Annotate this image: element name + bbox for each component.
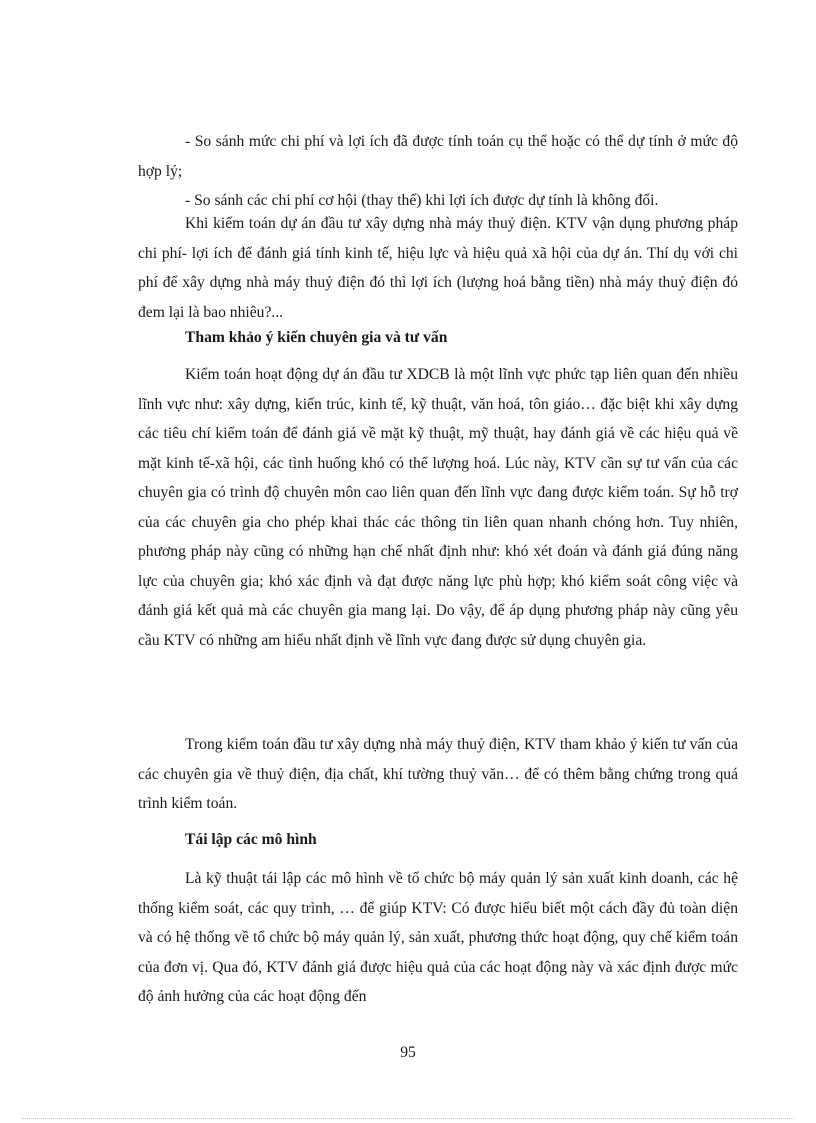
paragraph-model-recreation: Là kỹ thuật tái lập các mô hình về tổ chức bộ máy quản lý sản xuất kinh doanh, các hệ thống kiểm soát, các quy trình, … để giúp KTV: Có được hiểu biết một cách đầy đủ toàn diện và có hệ thống về tổ chức bộ máy quản lý, sản xuất, phương thức hoạt động, quy chế kiểm toán của đơn vị. Qua đó, KTV đánh giá được hiệu quả của các hoạt động này và xác định được mức độ ảnh hưởng của các hoạt động đến bbox=[138, 870, 738, 1005]
page-number: 95 bbox=[400, 1044, 416, 1061]
paragraph-cost-comparison: - So sánh mức chi phí và lợi ích đã được tính toán cụ thể hoặc có thể dự tính ở mức độ hợp lý; bbox=[138, 133, 738, 180]
page-bottom-border bbox=[22, 1118, 794, 1119]
paragraph-hydropower-example: Khi kiểm toán dự án đầu tư xây dựng nhà máy thuỷ điện. KTV vận dụng phương pháp chi phí- lợi ích để đánh giá tính kinh tế, hiệu lực và hiệu quả xã hội của dự án. Thí dụ với chi phí để xây dựng nhà máy thuỷ điện đó thì lợi ích (lượng hoá bằng tiền) nhà máy thuỷ điện đó đem lại là bao nhiêu?... bbox=[138, 215, 738, 321]
paragraph-expert-consultation: Kiểm toán hoạt động dự án đầu tư XDCB là một lĩnh vực phức tạp liên quan đến nhiều lĩnh vực như: xây dựng, kiến trúc, kinh tế, kỹ thuật, văn hoá, tôn giáo… đặc biệt khi xây dựng các tiêu chí kiểm toán để đánh giá về mặt kỹ thuật, mỹ thuật, hay đánh giá về các hiệu quả về mặt kinh tế-xã hội, các tình huống khó có thể lượng hoá. Lúc này, KTV cần sự tư vấn của các chuyên gia có trình độ chuyên môn cao liên quan đến lĩnh vực đang được kiểm toán. Sự hỗ trợ của các chuyên gia cho phép khai thác các thông tin liên quan nhanh chóng hơn. Tuy nhiên, phương pháp này cũng có những hạn chế nhất định như: khó xét đoán và đánh giá đúng năng lực của chuyên gia; khó xác định và đạt được năng lực phù hợp; khó kiểm soát công việc và đánh giá kết quả mà các chuyên gia mang lại. Do vậy, để áp dụng phương pháp này cũng yêu cầu KTV có những am hiểu nhất định về lĩnh vực đang được sử dụng chuyên gia. bbox=[138, 366, 738, 649]
paragraph-opportunity-cost: - So sánh các chi phí cơ hội (thay thế) khi lợi ích được dự tính là không đổi. bbox=[185, 192, 659, 209]
heading-expert-consultation: Tham khảo ý kiến chuyên gia và tư vấn bbox=[185, 329, 448, 346]
paragraph-hydropower-experts: Trong kiểm toán đầu tư xây dựng nhà máy thuỷ điện, KTV tham khảo ý kiến tư vấn của các chuyên gia về thuỷ điện, địa chất, khí tường thuỷ văn… để có thêm bằng chứng trong quá trình kiểm toán. bbox=[138, 736, 738, 812]
heading-model-recreation: Tái lập các mô hình bbox=[185, 831, 317, 848]
